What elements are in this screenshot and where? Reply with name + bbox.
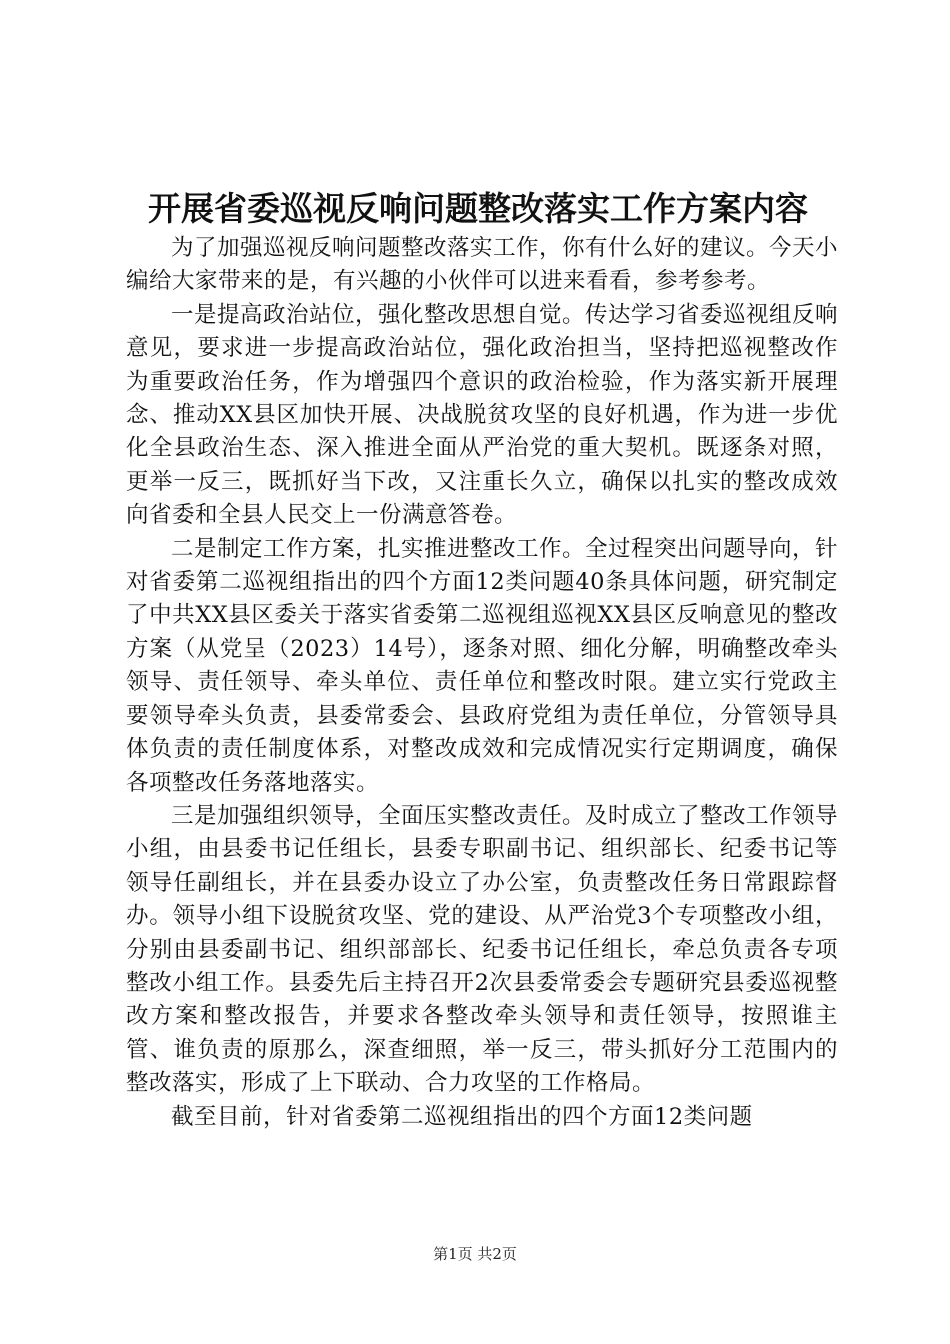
page-footer: 第1页 共2页 <box>433 1245 517 1263</box>
paragraph-progress: 截至目前，针对省委第二巡视组指出的四个方面12类问题 <box>171 1103 753 1130</box>
document-title: 开展省委巡视反响问题整改落实工作方案内容 <box>148 189 808 228</box>
paragraph-point-two: 二是制定工作方案，扎实推进整改工作。全过程突出问题导向，针对省委第二巡视组指出的四个方面12类问题40条具体问题，研究制定了中共XX县区委关于落实省委第二巡视组巡视XX县区反响意见的整改方案（从党呈（2023）14号），逐条对照、细化分解，明确整改牵头领导、责任领导、牵头单位、责任单位和整改时限。建立实行党政主要领导牵头负责，县委常委会、县政府党组为责任单位，分管领导具体负责的责任制度体系，对整改成效和完成情况实行定期调度，确保各项整改任务落地落实。 <box>126 535 839 796</box>
paragraph-intro: 为了加强巡视反响问题整改落实工作，你有什么好的建议。今天小编给大家带来的是，有兴趣的小伙伴可以进来看看，参考参考。 <box>126 235 839 295</box>
paragraph-point-three: 三是加强组织领导，全面压实整改责任。及时成立了整改工作领导小组，由县委书记任组长，县委专职副书记、组织部长、纪委书记等领导任副组长，并在县委办设立了办公室，负责整改任务日常跟踪督办。领导小组下设脱贫攻坚、党的建设、从严治党3个专项整改小组，分别由县委副书记、组织部部长、纪委书记任组长，牵总负责各专项整改小组工作。县委先后主持召开2次县委常委会专题研究县委巡视整改方案和整改报告，并要求各整改牵头领导和责任领导，按照谁主管、谁负责的原那么，深查细照，举一反三，带头抓好分工范围内的整改落实，形成了上下联动、合力攻坚的工作格局。 <box>126 802 839 1097</box>
document-body <box>126 232 838 1134</box>
paragraph-point-one: 一是提高政治站位，强化整改思想自觉。传达学习省委巡视组反响意见，要求进一步提高政治站位，强化政治担当，坚持把巡视整改作为重要政治任务，作为增强四个意识的政治检验，作为落实新开展理念、推动XX县区加快开展、决战脱贫攻坚的良好机遇，作为进一步优化全县政治生态、深入推进全面从严治党的重大契机。既逐条对照，更举一反三，既抓好当下改，又注重长久立，确保以扎实的整改成效向省委和全县人民交上一份满意答卷。 <box>126 301 839 529</box>
